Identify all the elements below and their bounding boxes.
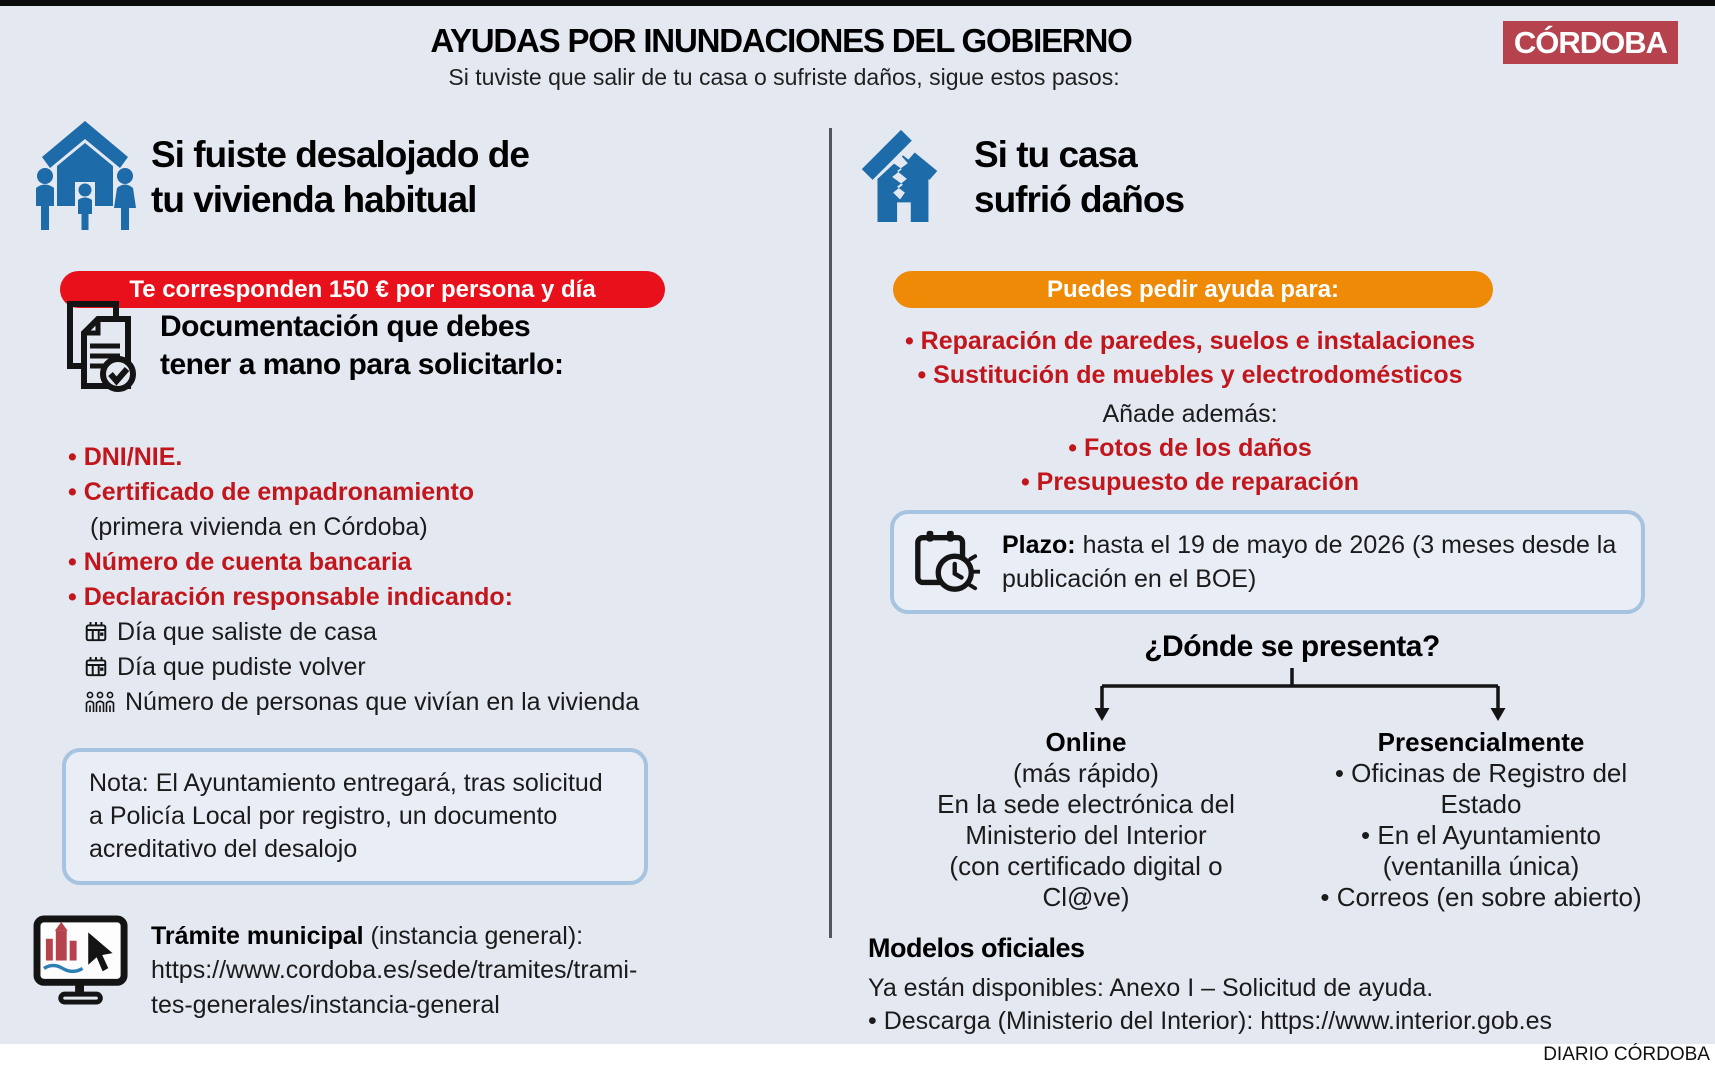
municipal-url-line2: tes-generales/instancia-general xyxy=(151,990,500,1019)
documentation-heading xyxy=(160,298,563,396)
aid-item-reparacion: • Reparación de paredes, suelos e instalaciones xyxy=(904,327,1476,355)
family-house-icon xyxy=(33,118,137,232)
deadline-value: hasta el 19 de mayo de 2026 (3 meses desde la publicación en el BOE) xyxy=(1002,530,1617,593)
per-diem-badge: Te corresponden 150 € por persona y día xyxy=(60,271,665,308)
list-item-declaracion: • Declaración responsable indicando: xyxy=(68,583,513,611)
official-models xyxy=(868,933,1708,1039)
in-person-item: • En el Ayuntamiento (ventanilla única) xyxy=(1361,820,1601,881)
branch-arrows xyxy=(1090,668,1510,727)
list-item-text: Día que pudiste volver xyxy=(117,653,366,681)
official-models-heading: Modelos oficiales xyxy=(868,933,1085,963)
list-item-empadronamiento: • Certificado de empadronamiento xyxy=(68,478,475,506)
list-item-cuenta-bancaria: • Número de cuenta bancaria xyxy=(68,548,412,576)
deadline-text xyxy=(1002,528,1623,597)
damaged-heading-line1: Si tu casa xyxy=(974,134,1137,175)
monitor-cordoba-icon xyxy=(33,915,137,1009)
evacuated-section-header xyxy=(33,118,529,232)
aid-item-presupuesto: • Presupuesto de reparación xyxy=(1020,468,1360,496)
municipal-procedure xyxy=(33,915,637,1022)
deadline-label: Plazo: xyxy=(1002,530,1076,559)
damaged-heading xyxy=(974,118,1184,222)
documents-list xyxy=(68,444,748,724)
municipal-procedure-text xyxy=(151,915,637,1022)
official-models-line2: • Descarga (Ministerio del Interior): https://www.interior.gob.es xyxy=(868,1007,1553,1036)
aid-badge: Puedes pedir ayuda para: xyxy=(893,271,1493,308)
evacuated-heading-line2: tu vivienda habitual xyxy=(151,179,477,221)
municipal-url-line1: https://www.cordoba.es/sede/tramites/trami- xyxy=(151,956,638,985)
online-line: En la sede electrónica del xyxy=(937,789,1235,819)
credit-line: DIARIO CÓRDOBA xyxy=(1543,1044,1710,1065)
note-box: Nota: El Ayuntamiento entregará, tras solicitud a Policía Local por registro, un documento acreditativo del desalojo xyxy=(62,748,648,885)
online-line: (más rápido) xyxy=(1013,758,1159,788)
page-subtitle: Si tuviste que salir de tu casa o sufriste daños, sigue estos pasos: xyxy=(448,64,1120,90)
in-person-title: Presencialmente xyxy=(1377,727,1585,757)
online-line: Cl@ve) xyxy=(1042,882,1130,912)
calendar-clock-icon xyxy=(912,527,980,597)
list-item-dia-vuelta xyxy=(68,654,748,680)
damaged-house-icon xyxy=(852,118,950,230)
calendar-icon xyxy=(84,655,108,679)
list-item-primera-vivienda: (primera vivienda en Córdoba) xyxy=(90,513,428,541)
list-item-dia-salida xyxy=(68,619,748,645)
documentation-heading-line2: tener a mano para solicitarlo: xyxy=(160,347,564,381)
list-item-text: Día que saliste de casa xyxy=(117,618,377,646)
aid-list xyxy=(855,324,1525,499)
online-line: Ministerio del Interior xyxy=(965,820,1207,850)
official-models-line1: Ya están disponibles: Anexo I – Solicitud de ayuda. xyxy=(868,974,1434,1002)
online-title: Online xyxy=(1045,727,1127,757)
list-item-num-personas xyxy=(68,689,748,715)
online-block xyxy=(926,726,1246,913)
people-icon xyxy=(84,691,116,713)
in-person-block xyxy=(1315,726,1647,913)
aid-item-sustitucion: • Sustitución de muebles y electrodomésticos xyxy=(917,361,1463,389)
calendar-icon xyxy=(84,620,108,644)
aid-add-label: Añade además: xyxy=(1102,400,1278,428)
municipal-procedure-label-rest: (instancia general): xyxy=(363,922,584,950)
evacuated-heading xyxy=(151,118,529,222)
online-line: (con certificado digital o xyxy=(949,851,1223,881)
page-title: AYUDAS POR INUNDACIONES DEL GOBIERNO xyxy=(430,22,1132,59)
where-heading: ¿Dónde se presenta? xyxy=(1144,630,1440,663)
damaged-heading-line2: sufrió daños xyxy=(974,179,1185,221)
evacuated-heading-line1: Si fuiste desalojado de xyxy=(151,134,529,175)
cordoba-logo: CÓRDOBA xyxy=(1503,21,1678,64)
in-person-item: • Oficinas de Registro del Estado xyxy=(1334,758,1628,819)
documentation-header xyxy=(58,298,563,396)
municipal-procedure-label: Trámite municipal xyxy=(151,922,364,950)
documentation-heading-line1: Documentación que debes xyxy=(160,310,531,343)
list-item-dni: • DNI/NIE. xyxy=(68,443,183,471)
damaged-section-header xyxy=(852,118,1184,230)
aid-item-fotos: • Fotos de los daños xyxy=(1068,434,1312,462)
list-item-text: Número de personas que vivían en la vivienda xyxy=(125,688,640,716)
in-person-item: • Correos (en sobre abierto) xyxy=(1320,882,1642,912)
column-divider xyxy=(829,128,832,938)
document-check-icon xyxy=(58,298,138,396)
deadline-box xyxy=(890,510,1645,614)
